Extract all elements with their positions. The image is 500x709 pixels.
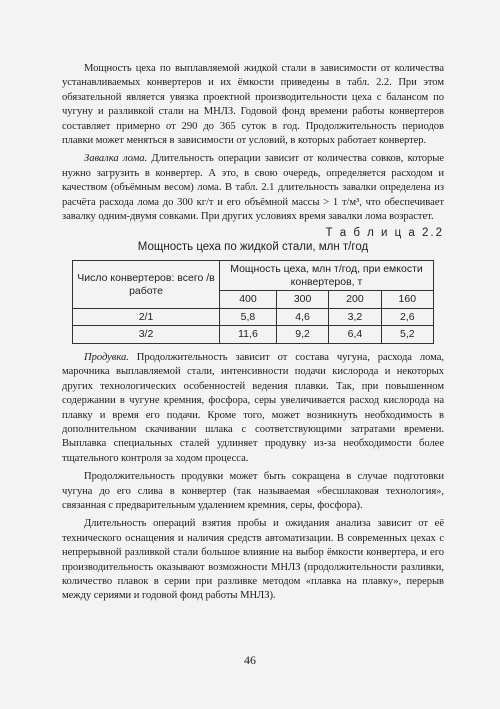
table-header-row: [73, 261, 434, 291]
row-header-cell: Число конвертеров: всего /в работе: [73, 261, 220, 309]
value-cell: 4,6: [276, 308, 328, 326]
page-content: [62, 62, 444, 604]
paragraph-lead: Завалка лома.: [84, 153, 148, 165]
paragraph-text: Мощность цеха по выплавляемой жидкой стали в зависимости от количества устанавливаемых конвертеров и их ёмкости приведены в табл. 2.2. При этом обязательной является увязка проектной производительности цеха с балансом по чугуну и разливкой стали на МНЛЗ. Годовой фонд времени работы конвертеров составляет примерно от 290 до 365 суток в год. Продолжительность периодов плавки может меняться в зависимости от условий, в которых работает конвертер.: [62, 63, 444, 147]
paragraph: [62, 470, 444, 513]
paragraph-text: Длительность операции зависит от количества совков, которые нужно загрузить в конвертер. А это, в свою очередь, определяется расходом и качеством (объёмным весом) лома. В табл. 2.1 длительность завалки определена из расчёта расхода лома до 300 кг/т и его объёмной массы > 1 т/м³, что обеспечивает завалку одним-двумя совками. При других условиях время завалки лома возрастет.: [62, 153, 444, 223]
paragraph-text: Продолжительность продувки может быть сокращена в случае подготовки чугуна до его слива в конвертер (так называемая «бесшлаковая технология», связанная с предварительным удалением кремния, серы, фосфора).: [62, 471, 444, 512]
table-row: [73, 308, 434, 326]
value-cell: 5,8: [220, 308, 277, 326]
group-header-cell: Мощность цеха, млн т/год, при емкости конвертеров, т: [220, 261, 434, 291]
capacity-cell: 160: [381, 291, 433, 309]
capacity-cell: 200: [329, 291, 381, 309]
value-cell: 2,6: [381, 308, 433, 326]
row-label-cell: 3/2: [73, 326, 220, 344]
row-label-cell: 2/1: [73, 308, 220, 326]
capacity-cell: 400: [220, 291, 277, 309]
page-number: 46: [244, 653, 256, 667]
value-cell: 5,2: [381, 326, 433, 344]
value-cell: 3,2: [329, 308, 381, 326]
value-cell: 9,2: [276, 326, 328, 344]
table-title: Мощность цеха по жидкой стали, млн т/год: [137, 241, 369, 254]
paragraph: [62, 517, 444, 603]
paragraph: [62, 62, 444, 148]
paragraph-lead: Продувка.: [84, 351, 129, 363]
paragraph-text: Продолжительность зависит от состава чугуна, расхода лома, марочника выплавляемой стали, интенсивности подачи кислорода и некоторых других технологических особенностей ведения плавки. Так, при повышенном содержании в чугуне кремния, фосфора, серы увеличивается расход кислорода на плавку и время его подачи. Кроме того, может возникнуть необходимость в дополнительном скачивании шлака с соответствующими затратами времени. Выплавка специальных сталей удлиняет продувку из-за необходимости более тщательного контроля за ходом процесса.: [62, 351, 444, 464]
table-caption: Т а б л и ц а 2.2: [325, 227, 444, 240]
capacity-cell: 300: [276, 291, 328, 309]
table-row: [73, 326, 434, 344]
capacity-table: [72, 260, 434, 344]
paragraph: [62, 152, 444, 224]
value-cell: 6,4: [329, 326, 381, 344]
value-cell: 11,6: [220, 326, 277, 344]
paragraph-text: Длительность операций взятия пробы и ожидания анализа зависит от её технического оснащения и наличия средств автоматизации. В современных цехах с непрерывной разливкой стали большое влияние на выбор ёмкости конвертера, и его производительность оказывают возможности МНЛЗ (продолжительности разливки, количество плавок в серии при разливке методом «плавка на плавку», перерыв между сериями и годовой фонд работы МНЛЗ).: [62, 518, 444, 602]
paragraph: [62, 351, 444, 466]
